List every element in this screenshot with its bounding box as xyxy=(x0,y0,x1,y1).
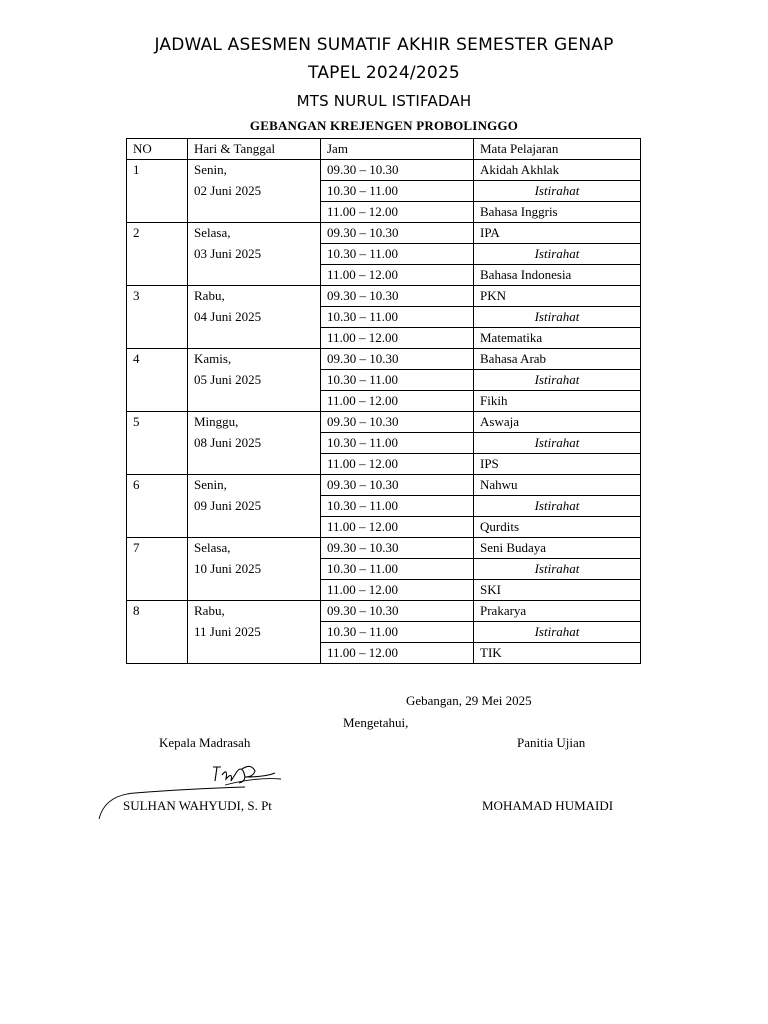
time-slot: 10.30 – 11.00 xyxy=(321,433,474,454)
subject: Prakarya xyxy=(474,601,641,622)
exam-date: 02 Juni 2025 xyxy=(194,183,262,198)
day-date-cell xyxy=(188,412,321,475)
exam-date: 09 Juni 2025 xyxy=(194,498,262,513)
header-no: NO xyxy=(127,139,188,160)
subject: SKI xyxy=(474,580,641,601)
time-slot: 09.30 – 10.30 xyxy=(321,223,474,244)
day-number: 2 xyxy=(127,223,188,286)
time-slot: 09.30 – 10.30 xyxy=(321,349,474,370)
time-slot: 10.30 – 11.00 xyxy=(321,622,474,643)
principal-name: SULHAN WAHYUDI, S. Pt xyxy=(123,798,272,813)
subject: IPA xyxy=(474,223,641,244)
day-date-cell xyxy=(188,160,321,223)
exam-date: 03 Juni 2025 xyxy=(194,246,262,261)
table-row xyxy=(127,475,641,496)
subject: Nahwu xyxy=(474,475,641,496)
break-label: Istirahat xyxy=(474,244,641,265)
principal-role: Kepala Madrasah xyxy=(159,735,251,750)
exam-date: 04 Juni 2025 xyxy=(194,309,262,324)
break-label: Istirahat xyxy=(474,496,641,517)
exam-date: 08 Juni 2025 xyxy=(194,435,262,450)
subject: Matematika xyxy=(474,328,641,349)
break-label: Istirahat xyxy=(474,307,641,328)
schedule-table xyxy=(126,138,641,664)
table-row xyxy=(127,286,641,307)
day-name: Kamis, xyxy=(194,351,232,366)
day-date-cell xyxy=(188,223,321,286)
break-label: Istirahat xyxy=(474,559,641,580)
header-day-date: Hari & Tanggal xyxy=(188,139,321,160)
table-row xyxy=(127,412,641,433)
time-slot: 11.00 – 12.00 xyxy=(321,517,474,538)
table-row xyxy=(127,223,641,244)
time-slot: 11.00 – 12.00 xyxy=(321,202,474,223)
subject: Bahasa Arab xyxy=(474,349,641,370)
committee-role: Panitia Ujian xyxy=(517,735,586,750)
day-name: Selasa, xyxy=(194,540,231,555)
header-time: Jam xyxy=(321,139,474,160)
school-name: MTS NURUL ISTIFADAH xyxy=(296,92,472,110)
time-slot: 09.30 – 10.30 xyxy=(321,412,474,433)
day-date-cell xyxy=(188,349,321,412)
subject: Seni Budaya xyxy=(474,538,641,559)
time-slot: 10.30 – 11.00 xyxy=(321,244,474,265)
header-subject: Mata Pelajaran xyxy=(474,139,641,160)
day-name: Senin, xyxy=(194,162,227,177)
day-name: Rabu, xyxy=(194,603,225,618)
exam-date: 05 Juni 2025 xyxy=(194,372,262,387)
time-slot: 11.00 – 12.00 xyxy=(321,580,474,601)
day-date-cell xyxy=(188,286,321,349)
day-number: 7 xyxy=(127,538,188,601)
break-label: Istirahat xyxy=(474,622,641,643)
time-slot: 10.30 – 11.00 xyxy=(321,496,474,517)
time-slot: 10.30 – 11.00 xyxy=(321,370,474,391)
subject: Bahasa Indonesia xyxy=(474,265,641,286)
time-slot: 11.00 – 12.00 xyxy=(321,643,474,664)
time-slot: 10.30 – 11.00 xyxy=(321,559,474,580)
acknowledged-label: Mengetahui, xyxy=(343,715,409,730)
school-address: GEBANGAN KREJENGEN PROBOLINGGO xyxy=(249,118,519,133)
place-date: Gebangan, 29 Mei 2025 xyxy=(406,693,532,708)
time-slot: 10.30 – 11.00 xyxy=(321,307,474,328)
day-number: 4 xyxy=(127,349,188,412)
time-slot: 11.00 – 12.00 xyxy=(321,265,474,286)
committee-name: MOHAMAD HUMAIDI xyxy=(482,798,614,813)
break-label: Istirahat xyxy=(474,370,641,391)
time-slot: 11.00 – 12.00 xyxy=(321,391,474,412)
day-name: Senin, xyxy=(194,477,227,492)
schedule-body xyxy=(127,160,641,664)
time-slot: 09.30 – 10.30 xyxy=(321,475,474,496)
subject: Bahasa Inggris xyxy=(474,202,641,223)
day-name: Selasa, xyxy=(194,225,231,240)
exam-date: 10 Juni 2025 xyxy=(194,561,262,576)
day-number: 6 xyxy=(127,475,188,538)
subject: PKN xyxy=(474,286,641,307)
table-header-row xyxy=(127,139,641,160)
day-date-cell xyxy=(188,475,321,538)
academic-year: TAPEL 2024/2025 xyxy=(308,63,460,83)
subject: IPS xyxy=(474,454,641,475)
time-slot: 09.30 – 10.30 xyxy=(321,160,474,181)
time-slot: 09.30 – 10.30 xyxy=(321,601,474,622)
day-name: Minggu, xyxy=(194,414,239,429)
day-date-cell xyxy=(188,538,321,601)
day-number: 8 xyxy=(127,601,188,664)
table-row xyxy=(127,601,641,622)
day-name: Rabu, xyxy=(194,288,225,303)
time-slot: 09.30 – 10.30 xyxy=(321,538,474,559)
day-number: 1 xyxy=(127,160,188,223)
document-title: JADWAL ASESMEN SUMATIF AKHIR SEMESTER GENAP xyxy=(154,35,614,55)
subject: Aswaja xyxy=(474,412,641,433)
table-row xyxy=(127,538,641,559)
day-number: 5 xyxy=(127,412,188,475)
subject: Qurdits xyxy=(474,517,641,538)
break-label: Istirahat xyxy=(474,181,641,202)
time-slot: 10.30 – 11.00 xyxy=(321,181,474,202)
subject: Akidah Akhlak xyxy=(474,160,641,181)
time-slot: 11.00 – 12.00 xyxy=(321,328,474,349)
table-row xyxy=(127,160,641,181)
day-number: 3 xyxy=(127,286,188,349)
time-slot: 09.30 – 10.30 xyxy=(321,286,474,307)
handwritten-signature xyxy=(95,755,285,825)
subject: TIK xyxy=(474,643,641,664)
table-row xyxy=(127,349,641,370)
subject: Fikih xyxy=(474,391,641,412)
exam-date: 11 Juni 2025 xyxy=(194,624,261,639)
day-date-cell xyxy=(188,601,321,664)
time-slot: 11.00 – 12.00 xyxy=(321,454,474,475)
break-label: Istirahat xyxy=(474,433,641,454)
